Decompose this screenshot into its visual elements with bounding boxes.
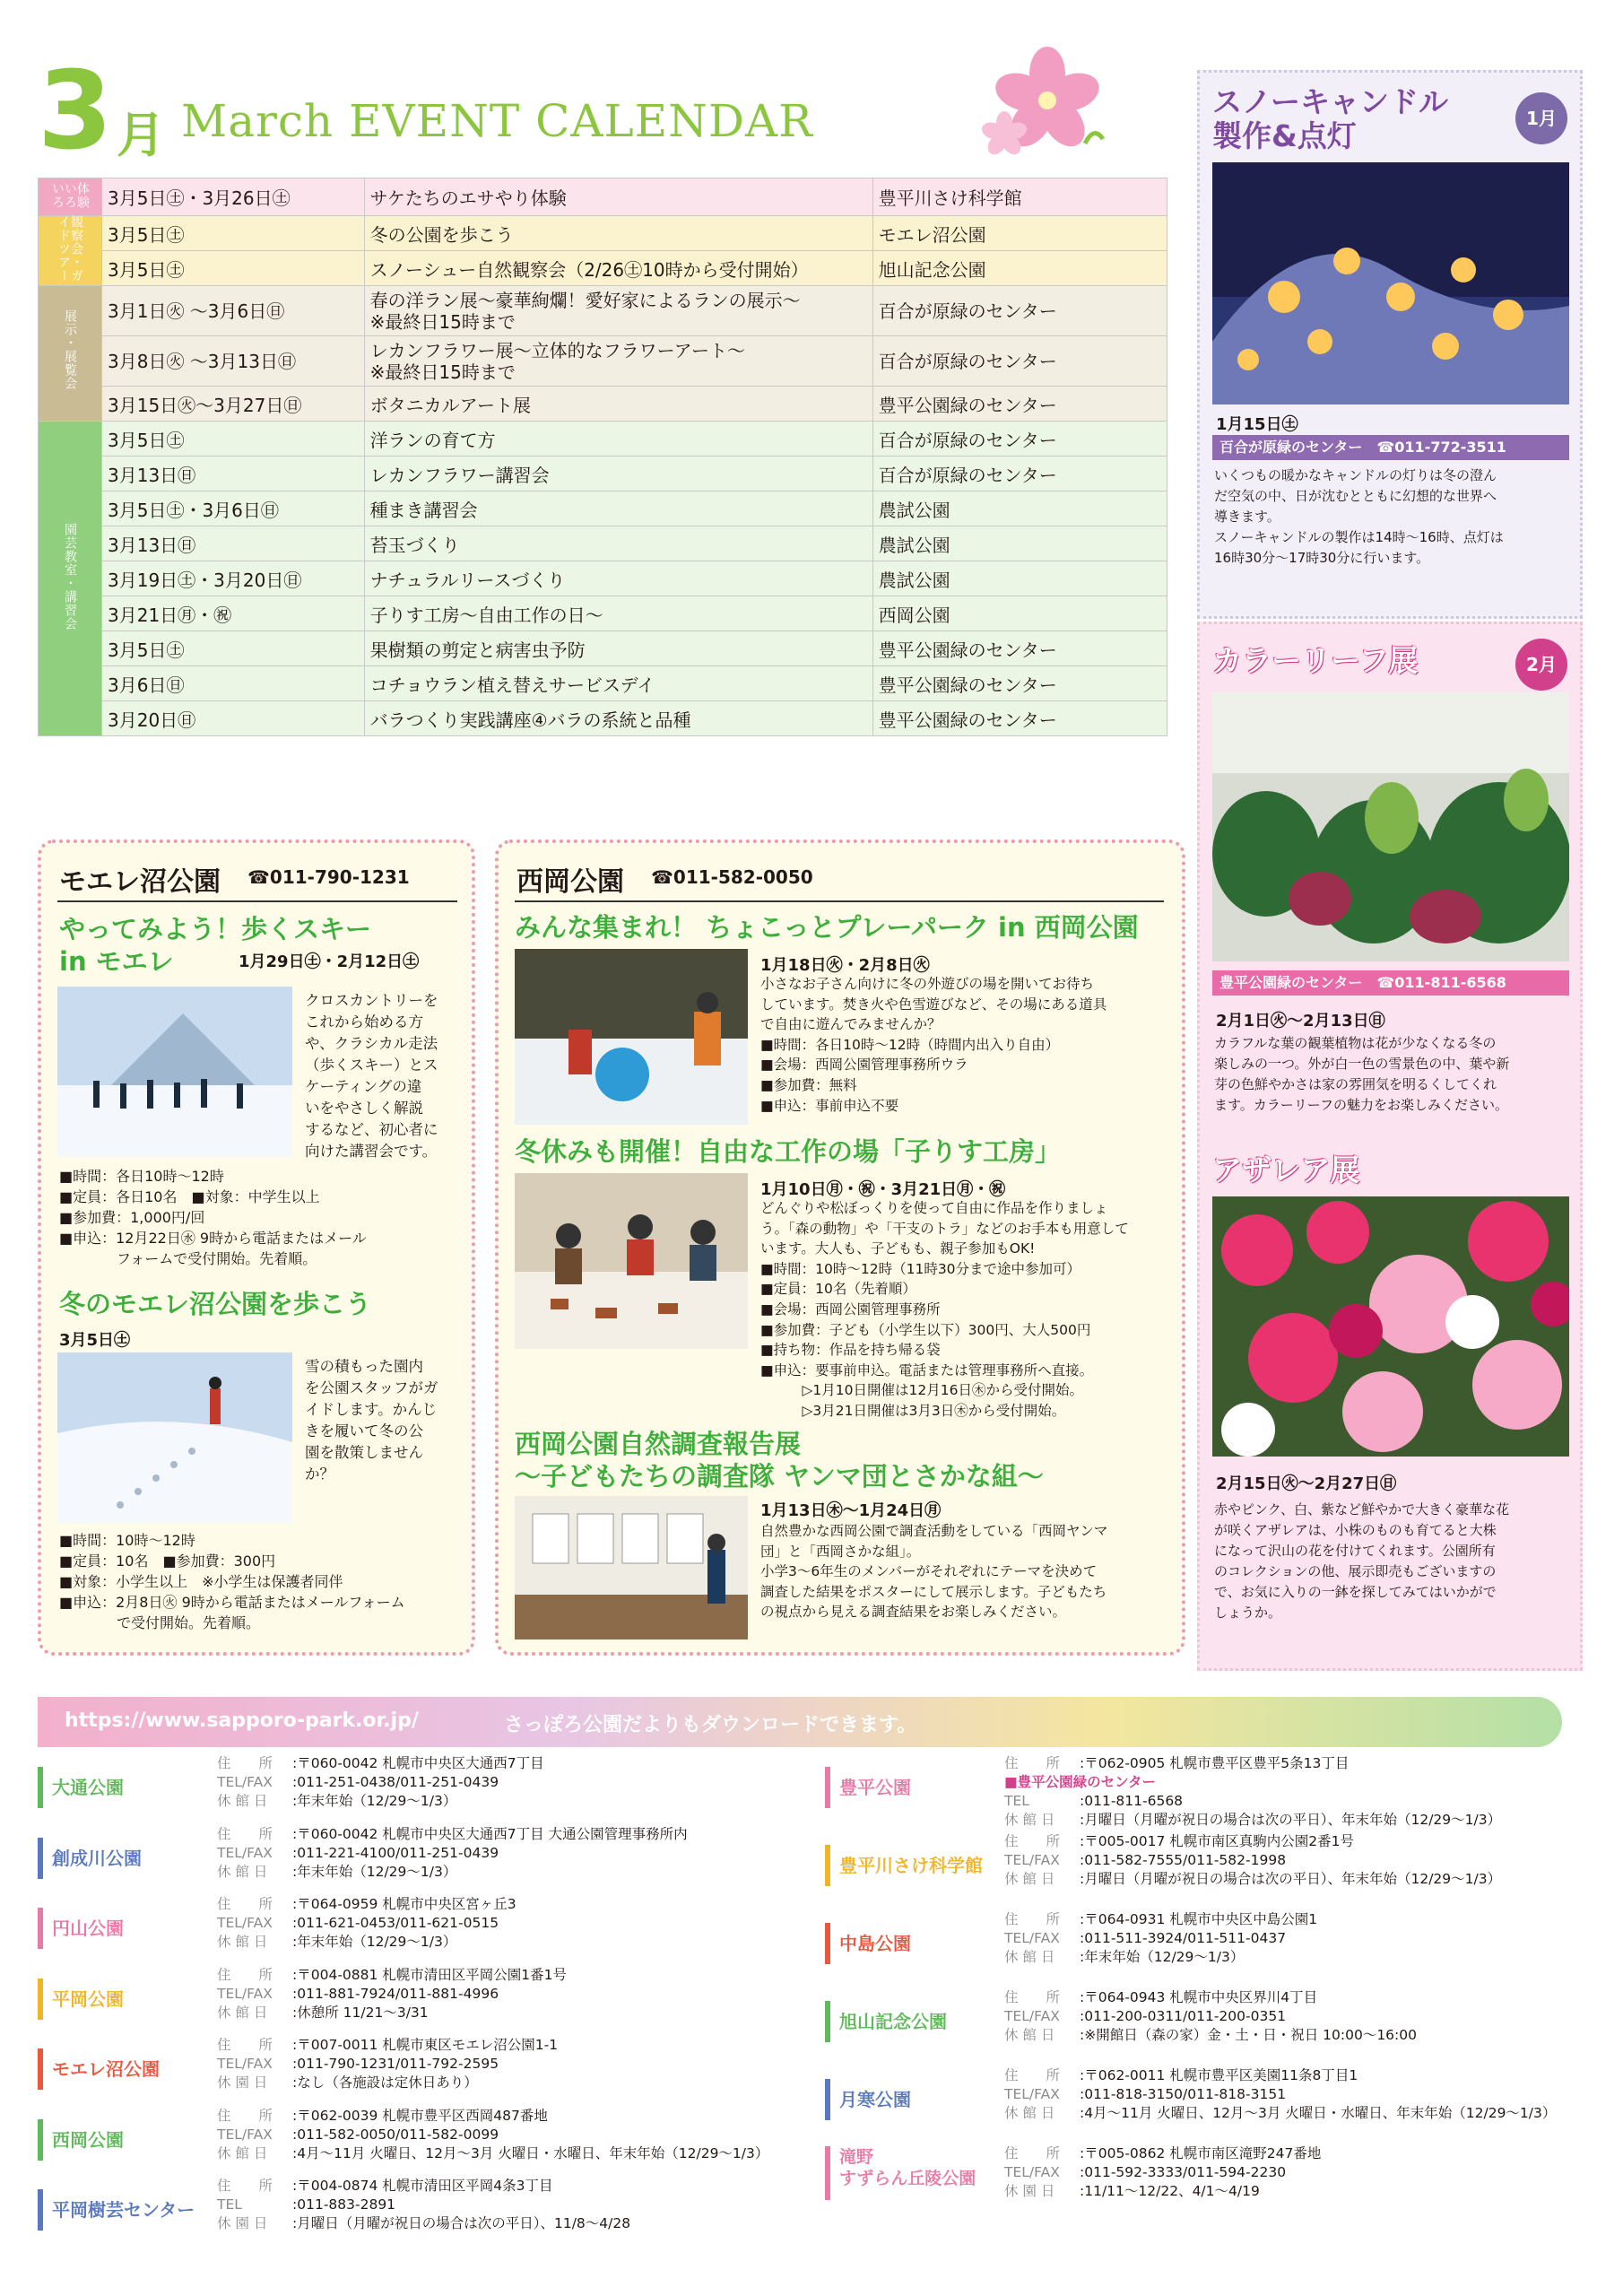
event-date: 3月13日㊐ <box>102 457 365 491</box>
snow-candle-panel <box>1197 70 1583 619</box>
event-calendar-table <box>38 178 1167 736</box>
event-name: 洋ランの育て方 <box>364 422 872 457</box>
event-place: 農試公園 <box>872 561 1167 596</box>
park-name: 大通公園 <box>38 1767 208 1808</box>
color-leaf-contact: 豊平公園緑のセンター ☎011-811-6568 <box>1212 970 1569 996</box>
park-info: 住 所 :〒004-0874 札幌市清田区平岡4条3丁目 TEL :011-883-2891 休 園 日 :月曜日（月曜が祝日の場合は次の平日）、11/8～4/28 <box>217 2178 631 2231</box>
park-name: 旭山記念公園 <box>825 2001 995 2042</box>
park-info: 住 所 :〒062-0905 札幌市豊平区豊平5条13丁目 ■豊平公園緑のセンター TEL :011-811-6568 休 館 日 :月曜日（月曜が祝日の場合は次の平日）、年末年始（12/29～1/3） <box>1004 1755 1502 1828</box>
event-place: 豊平公園緑のセンター <box>872 666 1167 701</box>
color-leaf-date: 2月1日㊋～2月13日㊐ <box>1216 1012 1385 1031</box>
event-date: 3月6日㊐ <box>102 666 365 701</box>
kotori-workshop-photo <box>515 1173 748 1349</box>
calendar-row <box>39 286 1167 336</box>
park-name: 豊平川さけ科学館 <box>825 1845 995 1886</box>
snow-candle-photo <box>1212 162 1569 404</box>
month-kanji: 月 <box>117 107 165 163</box>
event-date: 3月5日㊏・3月26日㊏ <box>102 178 365 216</box>
park-entry <box>825 1832 1560 1897</box>
survey-report-photo <box>515 1496 748 1639</box>
event-name: スノーシュー自然観察会（2/26㊏10時から受付開始） <box>364 251 872 286</box>
category-label: 観察会・ガイドツアー <box>39 216 102 286</box>
download-note: さっぽろ公園だよりもダウンロードできます。 <box>504 1714 917 1736</box>
event-place: 旭山記念公園 <box>872 251 1167 286</box>
event-place: 農試公園 <box>872 526 1167 561</box>
color-leaf-text: カラフルな葉の観葉植物は花が少なくなる冬の 楽しみの一つ。外が白一色の雪景色の中、葉や新 芽の色鮮やかさは家の雰囲気を明るくしてくれ ます。カラーリーフの魅力をお楽しみください。 <box>1214 1035 1510 1113</box>
azalea-date: 2月15日㊋～2月27日㊐ <box>1216 1474 1397 1493</box>
park-name: 滝野 すずらん丘陵公園 <box>825 2146 995 2200</box>
calendar-row <box>39 422 1167 457</box>
event-place: 百合が原緑のセンター <box>872 422 1167 457</box>
park-entry <box>38 1825 773 1890</box>
event-name: レカンフラワー展～立体的なフラワーアート～ ※最終日15時まで <box>364 336 872 387</box>
event-place: 豊平公園緑のセンター <box>872 387 1167 422</box>
nishioka-park-tel: ☎011-582-0050 <box>651 866 813 888</box>
event-name: ナチュラルリースづくり <box>364 561 872 596</box>
event-name: バラつくり実践講座④バラの系統と品種 <box>364 701 872 736</box>
calendar-row <box>39 561 1167 596</box>
park-entry <box>38 1754 773 1819</box>
nishioka-park-box <box>495 839 1185 1656</box>
category-label: 園芸教室・講習会 <box>39 422 102 736</box>
park-info: 住 所 :〒007-0011 札幌市東区モエレ沼公園1-1 TEL/FAX :011-790-1231/011-792-2595 休 園 日 :なし（各施設は定休日あり） <box>217 2037 559 2091</box>
park-info: 住 所 :〒064-0943 札幌市中央区界川4丁目 TEL/FAX :011-200-0311/011-200-0351 休 館 日 :※開館日（森の家）金・土・日・祝日 10:00～16:00 <box>1004 1989 1417 2043</box>
park-info: 住 所 :〒005-0017 札幌市南区真駒内公園2番1号 TEL/FAX :011-582-7555/011-582-1998 休 館 日 :月曜日（月曜が祝日の場合は次の平日）、年末年始（12/29～1/3） <box>1004 1833 1502 1887</box>
park-name: 平岡公園 <box>38 1979 208 2020</box>
park-info: 住 所 :〒060-0042 札幌市中央区大通西7丁目 TEL/FAX :011-251-0438/011-251-0439 休 館 日 :年末年始（12/29～1/3） <box>217 1755 544 1809</box>
snow-candle-date: 1月15日㊏ <box>1216 415 1298 434</box>
park-entry <box>825 2066 1560 2131</box>
calendar-row <box>39 526 1167 561</box>
event-name: 春の洋ラン展～豪華絢爛！愛好家によるランの展示～ ※最終日15時まで <box>364 286 872 336</box>
event-name: レカンフラワー講習会 <box>364 457 872 491</box>
event-date: 3月1日㊋ ～3月6日㊐ <box>102 286 365 336</box>
website-link[interactable]: https://www.sapporo-park.or.jp/ <box>65 1709 419 1732</box>
park-entry <box>38 2036 773 2100</box>
divider <box>515 900 1164 902</box>
event-place: 豊平川さけ科学館 <box>872 178 1167 216</box>
park-name: 中島公園 <box>825 1923 995 1964</box>
park-info: 住 所 :〒004-0881 札幌市清田区平岡公園1番1号 TEL/FAX :011-881-7924/011-881-4996 休 館 日 :休憩所 11/21～3/31 <box>217 1966 568 2021</box>
event-place: 百合が原緑のセンター <box>872 457 1167 491</box>
event-date: 3月15日㊋～3月27日㊐ <box>102 387 365 422</box>
park-info: 住 所 :〒064-0959 札幌市中央区宮ヶ丘3 TEL/FAX :011-621-0453/011-621-0515 休 館 日 :年末年始（12/29～1/3） <box>217 1896 516 1950</box>
park-name: 月寒公園 <box>825 2079 995 2120</box>
winter-walk-info: ■時間：10時～12時 ■定員：10名 ■参加費：300円 ■対象：小学生以上 ※小学生は保護者同伴 ■申込：2月8日㊋ 9時から電話またはメールフォーム で受付開始。先着順。 <box>59 1532 405 1631</box>
event-date: 3月5日㊏ <box>102 422 365 457</box>
event-date: 3月5日㊏ <box>102 631 365 666</box>
play-park-title: みんな集まれ！ ちょこっとプレーパーク in 西岡公園 <box>515 912 1139 943</box>
park-entry <box>825 1910 1560 1975</box>
calendar-row <box>39 251 1167 286</box>
kotori-workshop-title: 冬休みも開催！自由な工作の場「子りす工房」 <box>515 1136 1062 1167</box>
calendar-row <box>39 387 1167 422</box>
event-name: 子りす工房～自由工作の日～ <box>364 596 872 631</box>
moere-park-heading: モエレ沼公園 <box>59 866 221 898</box>
winter-walk-photo <box>57 1352 292 1523</box>
calendar-row <box>39 666 1167 701</box>
event-date: 3月19日㊏・3月20日㊐ <box>102 561 365 596</box>
snow-candle-contact: 百合が原緑のセンター ☎011-772-3511 <box>1212 435 1569 460</box>
month-badge: 1月 <box>1515 92 1567 144</box>
park-entry <box>825 1754 1560 1828</box>
divider <box>57 900 457 902</box>
park-entry <box>825 1988 1560 2053</box>
event-name: 種まき講習会 <box>364 491 872 526</box>
event-place: 西岡公園 <box>872 596 1167 631</box>
park-entry <box>825 2144 1560 2209</box>
winter-walk-title: 冬のモエレ沼公園を歩こう <box>59 1289 372 1319</box>
winter-walk-date: 3月5日㊏ <box>59 1331 131 1350</box>
calendar-row <box>39 216 1167 251</box>
play-park-date: 1月18日㊋・2月8日㊋ <box>760 956 930 975</box>
event-place: 農試公園 <box>872 491 1167 526</box>
park-entry <box>38 2177 773 2241</box>
walking-ski-info: ■時間：各日10時～12時 ■定員：各日10名 ■対象：中学生以上 ■参加費：1,000円/回 ■申込：12月22日㊌ 9時から電話またはメール フォームで受付開始。先着順。 <box>59 1168 367 1267</box>
event-name: コチョウラン植え替えサービスデイ <box>364 666 872 701</box>
calendar-row <box>39 457 1167 491</box>
park-info: 住 所 :〒062-0011 札幌市豊平区美園11条8丁目1 TEL/FAX :011-818-3150/011-818-3151 休 館 日 :4月～11月 火曜日、12月～3月 火曜日・水曜日、年末年始（12/29～1/3） <box>1004 2067 1557 2121</box>
park-info: 住 所 :〒005-0862 札幌市南区滝野247番地 TEL/FAX :011-592-3333/011-594-2230 休 園 日 :11/11～12/22、4/1～4/19 <box>1004 2145 1322 2199</box>
event-date: 3月13日㊐ <box>102 526 365 561</box>
walking-ski-title: やってみよう！歩くスキー in モエレ <box>59 914 372 977</box>
park-name: 創成川公園 <box>38 1838 208 1879</box>
event-place: モエレ沼公園 <box>872 216 1167 251</box>
sakura-flower-icon <box>977 36 1112 170</box>
event-name: 苔玉づくり <box>364 526 872 561</box>
category-label: 体験いろいろ <box>39 178 102 216</box>
snow-candle-title: スノーキャンドル 製作&点灯 <box>1212 84 1449 153</box>
kotori-workshop-date: 1月10日㊊・㊗・3月21日㊊・㊗ <box>760 1180 1006 1199</box>
survey-report-text: 自然豊かな西岡公園で調査活動をしている「西岡ヤンマ 団」と「西岡さかな組」。 小学3～6年生のメンバーがそれぞれにテーマを決めて 調査した結果をポスターにして展示します。子どもたち の視点から見える調査結果をお楽しみください。 <box>760 1523 1108 1621</box>
azalea-photo <box>1212 1196 1569 1457</box>
event-name: サケたちのエサやり体験 <box>364 178 872 216</box>
walking-ski-photo <box>57 987 292 1157</box>
survey-report-date: 1月13日㊍～1月24日㊊ <box>760 1501 942 1520</box>
event-name: 冬の公園を歩こう <box>364 216 872 251</box>
park-name: 西岡公園 <box>38 2119 208 2161</box>
month-number: 3 <box>38 49 109 174</box>
event-date: 3月5日㊏・3月6日㊐ <box>102 491 365 526</box>
calendar-row <box>39 336 1167 387</box>
event-place: 百合が原緑のセンター <box>872 336 1167 387</box>
event-place: 豊平公園緑のセンター <box>872 701 1167 736</box>
park-name: 円山公園 <box>38 1908 208 1949</box>
category-label: 展示・展覧会 <box>39 286 102 422</box>
nishioka-park-heading: 西岡公園 <box>516 866 624 898</box>
walking-ski-date: 1月29日㊏・2月12日㊏ <box>239 952 420 971</box>
park-info: 住 所 :〒060-0042 札幌市中央区大通西7丁目 大通公園管理事務所内 TEL/FAX :011-221-4100/011-251-0439 休 館 日 :年末年始（12/29～1/3） <box>217 1825 688 1880</box>
play-park-photo <box>515 949 748 1125</box>
event-place: 百合が原緑のセンター <box>872 286 1167 336</box>
event-date: 3月8日㊋ ～3月13日㊐ <box>102 336 365 387</box>
park-name: モエレ沼公園 <box>38 2048 208 2090</box>
survey-report-title: 西岡公園自然調査報告展 ～子どもたちの調査隊 ヤンマ団とさかな組～ <box>515 1429 1044 1492</box>
page-title: March EVENT CALENDAR <box>181 95 813 147</box>
azalea-text: 赤やピンク、白、紫など鮮やかで大きく豪華な花 が咲くアザレアは、小株のものも育てると大株 になって沢山の花を付けてくれます。公園所有 のコレクションの他、展示即売もございますの で、お気に入りの一鉢を探してみてはいかがで しょうか。 <box>1214 1501 1510 1621</box>
color-leaf-photo <box>1212 692 1569 961</box>
moere-park-tel: ☎011-790-1231 <box>247 866 410 888</box>
azalea-title: アザレア展 <box>1212 1152 1360 1187</box>
park-name: 豊平公園 <box>825 1767 995 1808</box>
month-badge-2: 2月 <box>1515 639 1567 691</box>
moere-park-box <box>38 839 475 1656</box>
park-entry <box>38 1966 773 2031</box>
snow-candle-text: いくつもの暖かなキャンドルの灯りは冬の澄ん だ空気の中、日が沈むとともに幻想的な世界へ 導きます。 スノーキャンドルの製作は14時～16時、点灯は 16時30分～17時30分に行います。 <box>1214 467 1504 566</box>
url-bar <box>38 1697 1562 1747</box>
event-place: 豊平公園緑のセンター <box>872 631 1167 666</box>
calendar-row <box>39 491 1167 526</box>
event-date: 3月20日㊐ <box>102 701 365 736</box>
event-name: ボタニカルアート展 <box>364 387 872 422</box>
calendar-row <box>39 631 1167 666</box>
color-leaf-azalea-panel <box>1197 622 1583 1671</box>
kotori-workshop-text: どんぐりや松ぼっくりを使って自由に作品を作りましょ う。「森の動物」や「干支のトラ」などのお手本も用意して います。大人も、子どもも、親子参加もOK! ■時間：10時～12時（11時30分まで途中参加可） ■定員：10名（先着順） ■会場：西岡公園管理事務所 ■参加費：子ども（小学生以下）300円、大人500円 ■持ち物：作品を持ち帰る袋 ■申込：要事前申込。電話または管理事務所へ直接。 ▷1月10日開催は12月16日㊍から受付開始。 ▷3月21日開催は3月3日㊍から受付開始。 <box>760 1200 1129 1419</box>
event-date: 3月21日㊊・㊗ <box>102 596 365 631</box>
park-info: 住 所 :〒064-0931 札幌市中央区中島公園1 TEL/FAX :011-511-3924/011-511-0437 休 館 日 :年末年始（12/29～1/3） <box>1004 1911 1318 1965</box>
event-date: 3月5日㊏ <box>102 216 365 251</box>
calendar-row <box>39 701 1167 736</box>
winter-walk-desc: 雪の積もった園内 を公園スタッフがガ イドします。かんじ きを履いて冬の公 園を散策しません か？ <box>305 1358 438 1483</box>
park-entry <box>38 1895 773 1960</box>
color-leaf-title: カラーリーフ展 <box>1212 643 1419 678</box>
park-info: 住 所 :〒062-0039 札幌市豊平区西岡487番地 TEL/FAX :011-582-0050/011-582-0099 休 館 日 :4月～11月 火曜日、12月～3月 火曜日・水曜日、年末年始（12/29～1/3） <box>217 2107 769 2161</box>
walking-ski-desc: クロスカントリーを これから始める方 や、クラシカル走法 （歩くスキー）とス ケーティングの違 いをやさしく解説 するなど、初心者に 向けた講習会です。 <box>305 992 438 1160</box>
play-park-text: 小さなお子さん向けに冬の外遊びの場を開いてお待ち しています。焚き火や色雪遊びなど、その場にある道具 で自由に遊んでみませんか？ ■時間：各日10時～12時（時間内出入り自由） ■会場：西岡公園管理事務所ウラ ■参加費：無料 ■申込：事前申込不要 <box>760 976 1107 1114</box>
calendar-row <box>39 178 1167 216</box>
event-name: 果樹類の剪定と病害虫予防 <box>364 631 872 666</box>
event-date: 3月5日㊏ <box>102 251 365 286</box>
park-entry <box>38 2107 773 2171</box>
park-name: 平岡樹芸センター <box>38 2189 208 2231</box>
calendar-row <box>39 596 1167 631</box>
